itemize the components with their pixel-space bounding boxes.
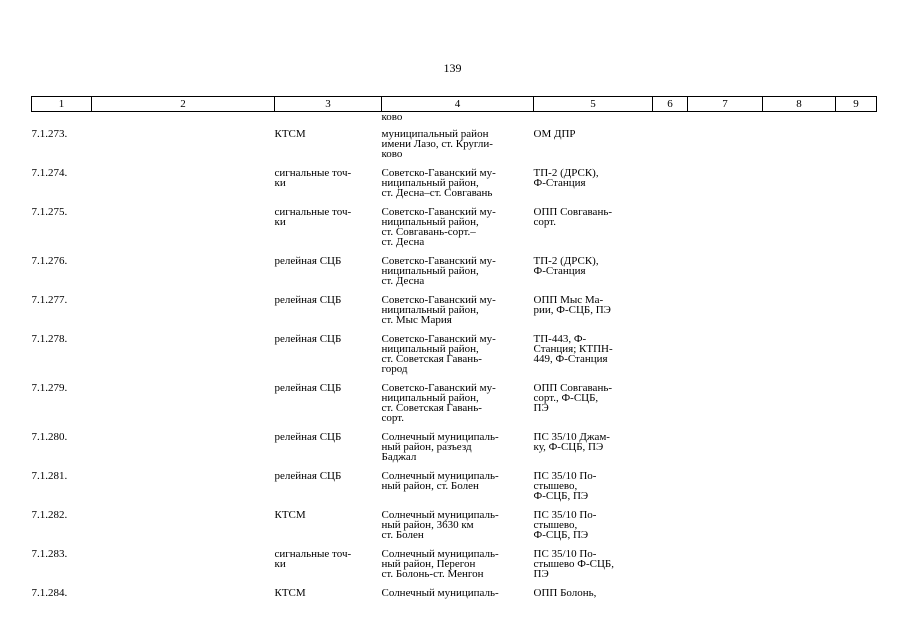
cell-col2 — [92, 378, 275, 427]
cell-col8 — [763, 505, 836, 544]
cell-source-line: ку, Ф-СЦБ, ПЭ — [533, 441, 604, 453]
cell-location-line: ст. Болен — [381, 529, 424, 541]
cell-number — [32, 202, 92, 251]
cell-location — [382, 427, 534, 466]
cell-source-line: Ф-Станция — [533, 177, 586, 189]
cell-col2 — [92, 202, 275, 251]
cell-col9 — [836, 251, 877, 290]
cell-col2 — [92, 163, 275, 202]
cell-location-line: Советско-Гаванский му- — [381, 167, 496, 179]
cell-location-line: Советско-Гаванский му- — [381, 333, 496, 345]
cell-location-line: имени Лазо, ст. Кругли- — [381, 138, 493, 150]
cell-source-line: ОМ ДПР — [533, 128, 576, 140]
cell-object-line: релейная СЦБ — [274, 470, 342, 482]
cell-number-line: 7.1.275. — [31, 206, 68, 218]
cell-number-line: 7.1.277. — [31, 294, 68, 306]
cell-object — [275, 124, 382, 163]
cell-source-line: стышево, — [533, 480, 578, 492]
cell-col6 — [653, 378, 688, 427]
cell-col8 — [763, 466, 836, 505]
cell-source-line: ОПП Болонь, — [533, 587, 597, 599]
cell-object-line: ки — [274, 177, 286, 189]
cell-location-line: муниципальный район — [381, 128, 489, 140]
cell-source-line: ПЭ — [533, 402, 549, 414]
cell-location-line: ст. Десна — [381, 275, 425, 287]
cell-col7 — [688, 466, 763, 505]
cell-col9 — [836, 427, 877, 466]
cell-source — [534, 427, 653, 466]
cell-col9 — [836, 583, 877, 602]
cell-source — [534, 583, 653, 602]
cell-col9 — [836, 378, 877, 427]
cell-location-line: ст. Мыс Мария — [381, 314, 452, 326]
cell-object — [275, 583, 382, 602]
cell-number-line: 7.1.280. — [31, 431, 68, 443]
cell-object-line: ки — [274, 216, 286, 228]
cell-col6 — [653, 427, 688, 466]
cell-object — [275, 329, 382, 378]
cell-source — [534, 378, 653, 427]
page-number: 139 — [443, 61, 462, 75]
cell-source-line: ТП-2 (ДРСК), — [533, 255, 599, 267]
cell-location-line: Солнечный муниципаль- — [381, 509, 499, 521]
cell-location-line: ниципальный район, — [381, 392, 479, 404]
cell-number — [32, 466, 92, 505]
cell-object-line: КТСМ — [274, 587, 306, 599]
cell-source-line: ОПП Совгавань- — [533, 206, 613, 218]
cell-object-line: релейная СЦБ — [274, 382, 342, 394]
cell-col6 — [653, 505, 688, 544]
cell-source — [534, 202, 653, 251]
cell-object — [275, 427, 382, 466]
cell-col6 — [653, 163, 688, 202]
cell-col2 — [92, 466, 275, 505]
cell-number — [32, 163, 92, 202]
cell-location-line: ст. Советская Гавань- — [381, 353, 482, 365]
cell-number-line: 7.1.284. — [31, 587, 68, 599]
cell-object-line: КТСМ — [274, 509, 306, 521]
cell-source — [534, 251, 653, 290]
cell-col8 — [763, 427, 836, 466]
cell-col8 — [763, 202, 836, 251]
cell-object — [275, 466, 382, 505]
carry-over-row — [32, 112, 877, 125]
cell-number — [32, 544, 92, 583]
cell-source-line: сорт., Ф-СЦБ, — [533, 392, 599, 404]
cell-source-line: Ф-СЦБ, ПЭ — [533, 490, 589, 502]
table-row — [32, 378, 877, 427]
cell-location-line: ниципальный район, — [381, 304, 479, 316]
cell-source-line: ОПП Совгавань- — [533, 382, 613, 394]
cell-location — [382, 202, 534, 251]
cell-location-line: ст. Десна — [381, 236, 425, 248]
cell-col6 — [653, 544, 688, 583]
cell-col6 — [653, 583, 688, 602]
cell-location — [382, 544, 534, 583]
cell-number-line: 7.1.276. — [31, 255, 68, 267]
cell-col8 — [763, 290, 836, 329]
cell-object-line: сигнальные точ- — [274, 548, 352, 560]
cell-col7 — [688, 505, 763, 544]
cell-col6 — [653, 466, 688, 505]
table-header — [32, 97, 877, 112]
cell-source — [534, 124, 653, 163]
table-row — [32, 329, 877, 378]
cell-col6 — [653, 124, 688, 163]
cell-location-line: ниципальный район, — [381, 343, 479, 355]
table-row — [32, 163, 877, 202]
cell-location-line: город — [381, 363, 408, 375]
cell-location — [382, 505, 534, 544]
cell-number-line: 7.1.274. — [31, 167, 68, 179]
cell-location-line: Солнечный муниципаль- — [381, 431, 499, 443]
cell-location-line: Советско-Гаванский му- — [381, 382, 496, 394]
cell-number-line: 7.1.273. — [31, 128, 68, 140]
table-row — [32, 124, 877, 163]
cell-object — [275, 202, 382, 251]
cell-number — [32, 329, 92, 378]
cell-location-line: Солнечный муниципаль- — [381, 587, 499, 599]
cell-source — [534, 290, 653, 329]
cell-object-line: ки — [274, 558, 286, 570]
cell-location — [382, 290, 534, 329]
cell-col7 — [688, 202, 763, 251]
cell-location — [382, 163, 534, 202]
cell-col2 — [92, 427, 275, 466]
cell-col6 — [653, 329, 688, 378]
cell-col7 — [688, 124, 763, 163]
cell-location-line: Советско-Гаванский му- — [381, 294, 496, 306]
cell-location-line: сорт. — [381, 412, 404, 424]
column-header-7: 7 — [688, 97, 763, 112]
cell-location — [382, 466, 534, 505]
cell-number-line: 7.1.278. — [31, 333, 68, 345]
column-header-5: 5 — [534, 97, 653, 112]
cell-col2 — [92, 290, 275, 329]
cell-col8 — [763, 378, 836, 427]
column-header-4: 4 — [382, 97, 534, 112]
cell-object — [275, 544, 382, 583]
cell-source-line: сорт. — [533, 216, 556, 228]
cell-location-line: ст. Десна–ст. Совгавань — [381, 187, 493, 199]
cell-col2 — [92, 544, 275, 583]
cell-object-line: сигнальные точ- — [274, 167, 352, 179]
cell-number-line: 7.1.281. — [31, 470, 68, 482]
cell-object — [275, 251, 382, 290]
cell-number — [32, 378, 92, 427]
column-header-9: 9 — [836, 97, 877, 112]
cell-object-line: КТСМ — [274, 128, 306, 140]
cell-location-line: ниципальный район, — [381, 216, 479, 228]
cell-col2 — [92, 251, 275, 290]
cell-col6 — [653, 290, 688, 329]
cell-location-line: ково — [381, 148, 403, 160]
cell-source — [534, 505, 653, 544]
column-header-3: 3 — [275, 97, 382, 112]
cell-source-line: стышево Ф-СЦБ, — [533, 558, 615, 570]
cell-number-line: 7.1.282. — [31, 509, 68, 521]
cell-location-line: ный район, ст. Болен — [381, 480, 479, 492]
cell-col9 — [836, 290, 877, 329]
cell-location-line: ный район, Перегон — [381, 558, 476, 570]
cell-col7 — [688, 544, 763, 583]
cell-number — [32, 251, 92, 290]
cell-location-line: ст. Болонь-ст. Менгон — [381, 568, 484, 580]
cell-location — [382, 583, 534, 602]
cell-source-line: ПС 35/10 Джам- — [533, 431, 610, 443]
cell-object-line: сигнальные точ- — [274, 206, 352, 218]
cell-col9 — [836, 544, 877, 583]
cell-number — [32, 427, 92, 466]
cell-object — [275, 163, 382, 202]
header-row — [32, 97, 877, 112]
cell-location-line: ный район, разъезд — [381, 441, 472, 453]
table-body — [32, 112, 877, 603]
cell-col2 — [92, 505, 275, 544]
cell-source-line: ПЭ — [533, 568, 549, 580]
cell-col7 — [688, 163, 763, 202]
column-header-2: 2 — [92, 97, 275, 112]
cell-col9 — [836, 466, 877, 505]
cell-location-line: Советско-Гаванский му- — [381, 255, 496, 267]
cell-col7 — [688, 329, 763, 378]
cell-location-line: ст. Совгавань-сорт.– — [381, 226, 476, 238]
cell-object-line: релейная СЦБ — [274, 294, 342, 306]
cell-number — [32, 505, 92, 544]
cell-location-line: Баджал — [381, 451, 417, 463]
table-row — [32, 202, 877, 251]
cell-col8 — [763, 544, 836, 583]
column-header-6: 6 — [653, 97, 688, 112]
cell-source-line: ОПП Мыс Ма- — [533, 294, 604, 306]
cell-col2 — [92, 329, 275, 378]
cell-col8 — [763, 124, 836, 163]
cell-source — [534, 466, 653, 505]
cell-col9 — [836, 202, 877, 251]
cell-col6 — [653, 202, 688, 251]
column-header-1: 1 — [32, 97, 92, 112]
cell-source-line: 449, Ф-Станция — [533, 353, 608, 365]
cell-source-line: ТП-443, Ф- — [533, 333, 587, 345]
cell-col7 — [688, 583, 763, 602]
column-header-8: 8 — [763, 97, 836, 112]
cell-location-line: ниципальный район, — [381, 177, 479, 189]
cell-number-line: 7.1.279. — [31, 382, 68, 394]
cell-source — [534, 329, 653, 378]
cell-number — [32, 583, 92, 602]
cell-source-line: ПС 35/10 По- — [533, 548, 597, 560]
cell-source-line: Станция; КТПН- — [533, 343, 613, 355]
cell-col8 — [763, 329, 836, 378]
table-row — [32, 466, 877, 505]
cell-object — [275, 378, 382, 427]
cell-number-line: 7.1.283. — [31, 548, 68, 560]
cell-col6 — [653, 251, 688, 290]
cell-location — [382, 378, 534, 427]
cell-source-line: Ф-Станция — [533, 265, 586, 277]
cell-object — [275, 290, 382, 329]
cell-col9 — [836, 505, 877, 544]
cell-location-line: Солнечный муниципаль- — [381, 470, 499, 482]
cell-col8 — [763, 163, 836, 202]
table-row — [32, 544, 877, 583]
cell-location-line: ный район, 3630 км — [381, 519, 474, 531]
table-row — [32, 427, 877, 466]
cell-source-line: стышево, — [533, 519, 578, 531]
table-row — [32, 290, 877, 329]
data-table — [31, 96, 877, 602]
cell-source-line: Ф-СЦБ, ПЭ — [533, 529, 589, 541]
cell-location-line: ст. Советская Гавань- — [381, 402, 482, 414]
cell-col7 — [688, 427, 763, 466]
cell-source-line: рии, Ф-СЦБ, ПЭ — [533, 304, 611, 316]
cell-col9 — [836, 124, 877, 163]
cell-location-line: Советско-Гаванский му- — [381, 206, 496, 218]
cell-col7 — [688, 378, 763, 427]
cell-object-line: релейная СЦБ — [274, 431, 342, 443]
cell-col7 — [688, 290, 763, 329]
cell-location-line: Солнечный муниципаль- — [381, 548, 499, 560]
cell-source-line: ТП-2 (ДРСК), — [533, 167, 599, 179]
cell-col8 — [763, 251, 836, 290]
cell-object-line: релейная СЦБ — [274, 333, 342, 345]
cell-location-line: ниципальный район, — [381, 265, 479, 277]
cell-col9 — [836, 329, 877, 378]
cell-col2 — [92, 583, 275, 602]
cell-object — [275, 505, 382, 544]
cell-source — [534, 163, 653, 202]
cell-col9 — [836, 163, 877, 202]
carry-over-text: ково — [381, 111, 403, 123]
cell-col8 — [763, 583, 836, 602]
table-row — [32, 505, 877, 544]
table-row — [32, 251, 877, 290]
cell-source — [534, 544, 653, 583]
cell-object-line: релейная СЦБ — [274, 255, 342, 267]
cell-location — [382, 329, 534, 378]
cell-source-line: ПС 35/10 По- — [533, 509, 597, 521]
cell-col2 — [92, 124, 275, 163]
cell-number — [32, 290, 92, 329]
cell-location — [382, 124, 534, 163]
cell-location — [382, 251, 534, 290]
cell-source-line: ПС 35/10 По- — [533, 470, 597, 482]
cell-number — [32, 124, 92, 163]
cell-col7 — [688, 251, 763, 290]
table-row — [32, 583, 877, 602]
